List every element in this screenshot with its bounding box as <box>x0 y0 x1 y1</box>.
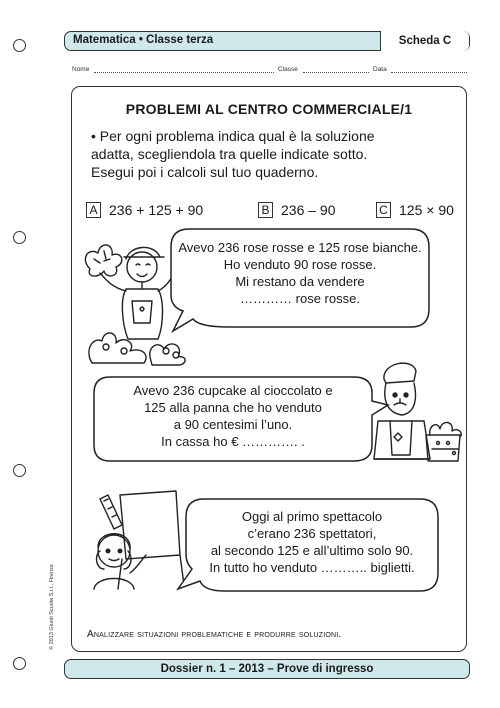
ticket-seller-illustration <box>80 489 190 595</box>
copyright-notice: © 2013 Giunti Scuola S.r.l., Firenze <box>49 564 55 650</box>
binder-hole-1 <box>13 39 26 52</box>
problem-line: al secondo 125 e all’ultimo solo 90. <box>210 543 414 558</box>
page-title: PROBLEMI AL CENTRO COMMERCIALE/1 <box>125 101 413 117</box>
problem-line: In cassa ho € …………. . <box>161 434 305 449</box>
footer-bar: Dossier n. 1 – 2013 – Prove di ingresso <box>64 659 470 679</box>
problem-bubble-1 <box>169 227 431 329</box>
problem-line: Avevo 236 rose rosse e 125 rose bianche. <box>178 240 422 255</box>
problem-bubble-2 <box>92 375 374 463</box>
problem-bubble-3 <box>184 497 440 593</box>
option-c[interactable] <box>376 202 454 218</box>
name-field[interactable] <box>94 72 274 73</box>
binder-hole-4 <box>13 657 26 670</box>
header-subject: Matematica • Classe terza <box>73 34 214 46</box>
exercise-box <box>71 86 467 652</box>
class-label: Classe <box>278 66 298 73</box>
option-expression: 236 + 125 + 90 <box>109 202 204 218</box>
option-expression: 236 – 90 <box>281 202 336 218</box>
problem-line: 125 alla panna che ho venduto <box>144 400 322 415</box>
header-sheet: Scheda C <box>380 31 469 51</box>
problem-line: c’erano 236 spettatori, <box>247 526 377 541</box>
option-letter: A <box>86 202 101 218</box>
option-b[interactable] <box>258 202 336 218</box>
name-label: Nome <box>72 66 90 73</box>
baker-illustration <box>368 355 466 475</box>
header-bar <box>64 31 470 51</box>
learning-objective: Analizzare situazioni problematiche e produrre soluzioni. <box>87 629 342 640</box>
problem-line: a 90 centesimi l’uno. <box>173 417 293 432</box>
instruction-line: Esegui poi i calcoli sul tuo quaderno. <box>91 164 319 180</box>
option-expression: 125 × 90 <box>399 202 454 218</box>
problem-line: Oggi al primo spettacolo <box>241 509 383 524</box>
class-field[interactable] <box>303 72 369 73</box>
instruction-line: • Per ogni problema indica qual è la soluzione <box>91 128 375 144</box>
binder-hole-2 <box>13 231 26 244</box>
instruction-line: adatta, scegliendola tra quelle indicate sotto. <box>91 146 368 162</box>
problem-line: In tutto ho venduto ……….. biglietti. <box>209 560 415 575</box>
instructions <box>91 127 456 181</box>
option-letter: B <box>258 202 273 218</box>
problem-line: ………… rose rosse. <box>240 291 360 306</box>
binder-hole-3 <box>13 464 26 477</box>
date-field[interactable] <box>391 72 467 73</box>
option-letter: C <box>376 202 391 218</box>
answer-options <box>86 202 456 222</box>
problem-line: Avevo 236 cupcake al cioccolato e <box>133 383 333 398</box>
problem-line: Ho venduto 90 rose rosse. <box>223 257 377 272</box>
date-label: Data <box>373 66 387 73</box>
problem-line: Mi restano da vendere <box>235 274 365 289</box>
option-a[interactable] <box>86 202 203 218</box>
